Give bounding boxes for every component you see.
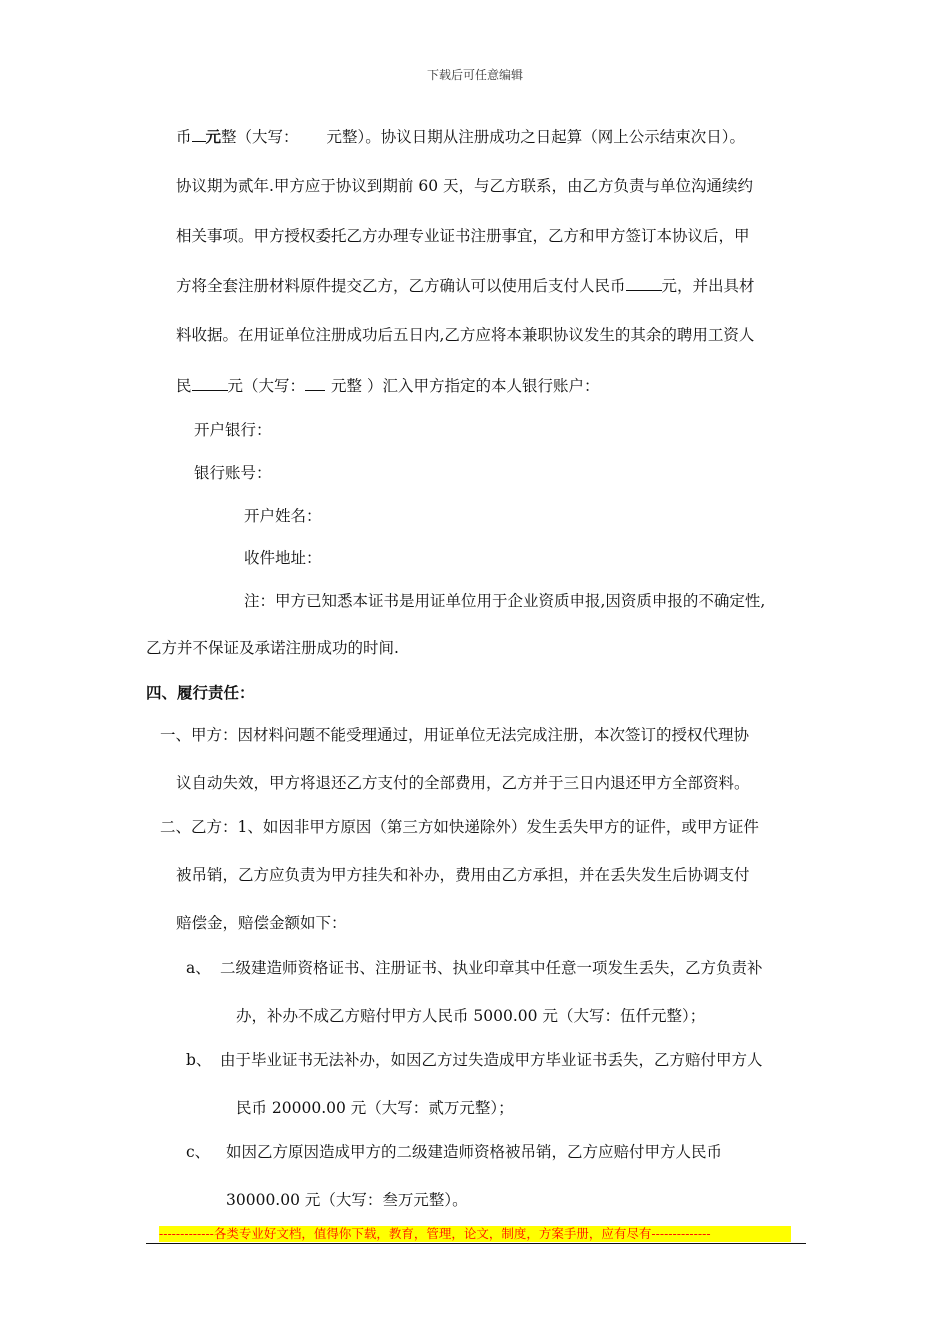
bank-account-label: 银行账号： [194,464,272,482]
body-line-6: 民 元（大写： 元整 ）汇入甲方指定的本人银行账户： [176,374,599,397]
page-header-note: 下载后可任意编辑 [426,68,523,82]
body-line-2: 协议期为贰年.甲方应于协议到期前 60 天，与乙方联系，由乙方负责与单位沟通续约 [176,177,754,195]
item-c-line-2: 30000.00 元（大写：叁万元整）。 [226,1191,468,1209]
section-4-title: 四、履行责任： [146,683,255,702]
note-line-2: 乙方并不保证及承诺注册成功的时间. [146,639,399,657]
footer-banner: -------------各类专业好文档，值得你下载，教育，管理，论文，制度，方案手册，应有尽有-------------- [159,1226,791,1242]
party-a-line-1: 一、甲方：因材料问题不能受理通过，用证单位无法完成注册，本次签订的授权代理协 [160,726,750,744]
bank-name-label: 开户银行： [194,421,272,439]
body-line-1: 币 元整（大写： 元整）。协议日期从注册成功之日起算（网上公示结束次日）。 [176,127,746,146]
note-line-1: 注：甲方已知悉本证书是用证单位用于企业资质申报,因资质申报的不确定性, [244,592,766,610]
body-line-4: 方将全套注册材料原件提交乙方，乙方确认可以使用后支付人民币 元，并出具材 [176,274,755,297]
party-b-line-1: 二、乙方：1、如因非甲方原因（第三方如快递除外）发生丢失甲方的证件，或甲方证件 [160,818,759,836]
item-a-marker: a、 [186,959,211,977]
body-line-5: 料收据。在用证单位注册成功后五日内,乙方应将本兼职协议发生的其余的聘用工资人 [176,326,755,344]
account-holder-label: 开户姓名： [244,507,322,525]
item-b-line-2: 民币 20000.00 元（大写：贰万元整）； [236,1099,514,1117]
item-a-line-2: 办，补办不成乙方赔付甲方人民币 5000.00 元（大写：伍仟元整）； [236,1007,706,1025]
footer-divider [146,1243,806,1244]
item-c-marker: c、 [186,1143,211,1161]
body-line-3: 相关事项。甲方授权委托乙方办理专业证书注册事宜，乙方和甲方签订本协议后，甲 [176,227,750,245]
party-b-line-2: 被吊销，乙方应负责为甲方挂失和补办，费用由乙方承担，并在丢失发生后协调支付 [176,866,750,884]
party-a-line-2: 议自动失效，甲方将退还乙方支付的全部费用，乙方并于三日内退还甲方全部资料。 [176,774,750,792]
item-c-line-1: 如因乙方原因造成甲方的二级建造师资格被吊销，乙方应赔付甲方人民币 [226,1143,723,1161]
party-b-line-3: 赔偿金，赔偿金额如下： [176,914,347,932]
address-label: 收件地址： [244,549,322,567]
item-b-marker: b、 [186,1051,212,1069]
item-a-line-1: 二级建造师资格证书、注册证书、执业印章其中任意一项发生丢失，乙方负责补 [220,959,763,977]
item-b-line-1: 由于毕业证书无法补办，如因乙方过失造成甲方毕业证书丢失，乙方赔付甲方人 [220,1051,763,1069]
